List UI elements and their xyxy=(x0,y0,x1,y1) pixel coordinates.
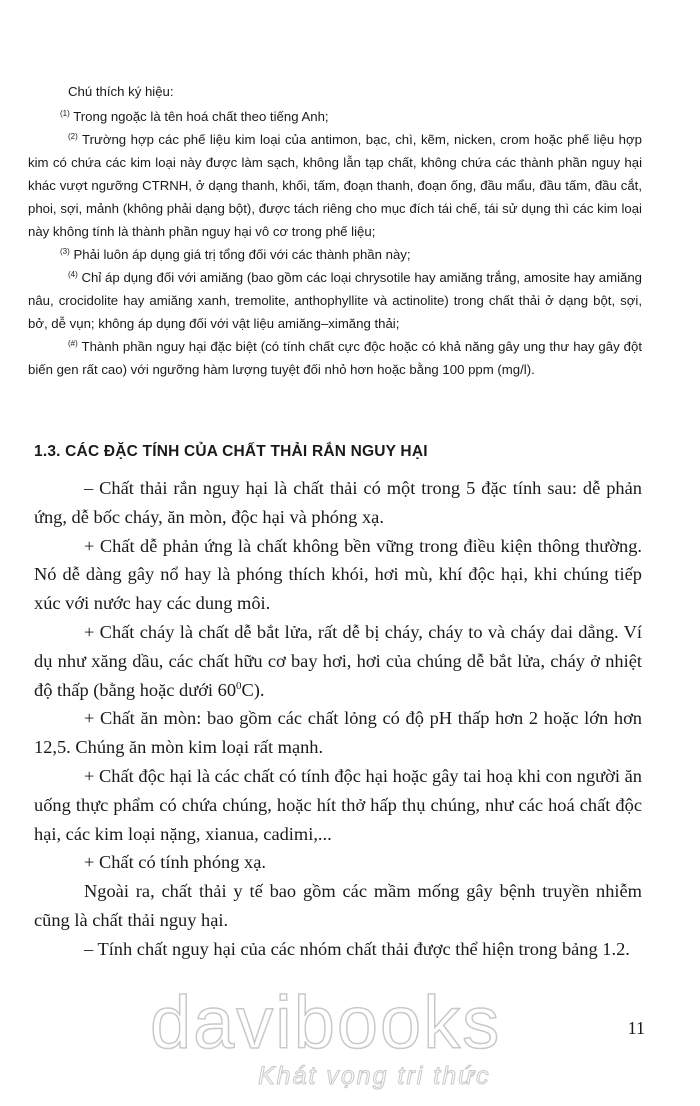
footnote-mark: (2) xyxy=(68,132,78,141)
section-heading: 1.3. CÁC ĐẶC TÍNH CỦA CHẤT THẢI RẮN NGUY HẠI xyxy=(34,443,428,460)
body-paragraph: Ngoài ra, chất thải y tế bao gồm các mầm mống gây bệnh truyền nhiễm cũng là chất thải nguy hại. xyxy=(34,881,642,930)
footnote-text: Trong ngoặc là tên hoá chất theo tiếng Anh; xyxy=(69,109,329,124)
paragraph-text: + Chất cháy là chất dễ bắt lửa, rất dễ bị cháy, cháy to và cháy dai dẳng. Ví dụ như xăng dầu, các chất hữu cơ bay hơi, hơi của chúng dễ bắt lửa, cháy ở nhiệt độ thấp (bằng hoặc dưới 60 xyxy=(34,621,642,700)
body-paragraph-flammable xyxy=(34,618,642,704)
footnotes-header: Chú thích ký hiệu: xyxy=(68,84,174,99)
footnote-text: Chỉ áp dụng đối với amiăng (bao gồm các loại chrysotile hay amiăng trắng, amosite hay amiăng nâu, crocidolite hay amiăng xanh, tremolite, anthophyllite và actinolite) trong chất thải ở dạng bột, sợi, bở, dễ vụn; không áp dụng đối với vật liệu amiăng–ximăng thải; xyxy=(28,270,642,331)
body-paragraph: + Chất độc hại là các chất có tính độc hại hoặc gây tai hoạ khi con người ăn uống thực phẩm có chứa chúng, hoặc hít thở hấp thụ chúng, như các hoá chất độc hại, các kim loại nặng, xianua, cadimi,... xyxy=(34,765,642,844)
section-body xyxy=(34,474,642,964)
footnote-mark: (#) xyxy=(68,339,78,348)
degree-superscript: 0 xyxy=(236,679,242,692)
footnote-mark: (3) xyxy=(60,247,70,256)
body-paragraph: + Chất có tính phóng xạ. xyxy=(84,852,266,873)
footnote-text: Thành phần nguy hại đặc biệt (có tính chất cực độc hoặc có khả năng gây ung thư hay gây đột biến gen rất cao) với ngưỡng hàm lượng tuyệt đối nhỏ hơn hoặc bằng 100 ppm (mg/l). xyxy=(28,339,642,377)
watermark-logo: davibooks xyxy=(150,981,502,1064)
body-paragraph: + Chất ăn mòn: bao gồm các chất lỏng có độ pH thấp hơn 2 hoặc lớn hơn 12,5. Chúng ăn mòn kim loại rất mạnh. xyxy=(34,708,642,758)
footnote-mark: (1) xyxy=(60,109,70,118)
body-paragraph: – Chất thải rắn nguy hại là chất thải có một trong 5 đặc tính sau: dễ phản ứng, dễ bốc cháy, ăn mòn, độc hại và phóng xạ. xyxy=(34,478,642,527)
footnote-3 xyxy=(28,243,642,266)
watermark-tagline: Khát vọng tri thức xyxy=(258,1062,491,1090)
body-paragraph: + Chất dễ phản ứng là chất không bền vững trong điều kiện thông thường. Nó dễ dàng gây nổ hay là phóng thích khói, hơi mù, khí độc hại, khi chúng tiếp xúc với nước hay các dung môi. xyxy=(34,535,642,614)
footnotes xyxy=(28,80,642,381)
footnote-1 xyxy=(28,105,642,128)
footnote-text: Trường hợp các phế liệu kim loại của antimon, bạc, chì, kẽm, nicken, crom hoặc phế liệu hợp kim có chứa các kim loại này được làm sạch, không lẫn tạp chất, không chứa các thành phần nguy hại khác vượt ngưỡng CTRNH, ở dạng thanh, khối, tấm, đoạn thanh, đoạn ống, đầu mẩu, đầu tấm, đầu cắt, phoi, sợi, mảnh (không phải dạng bột), được tách riêng cho mục đích tái chế, tái sử dụng thì các kim loại này không tính là thành phần nguy hại vô cơ trong phế liệu; xyxy=(28,132,642,239)
page-number: 11 xyxy=(627,1018,645,1038)
footnote-5 xyxy=(28,335,642,381)
paragraph-text: C). xyxy=(241,679,265,700)
body-paragraph: – Tính chất nguy hại của các nhóm chất thải được thể hiện trong bảng 1.2. xyxy=(84,938,630,959)
footnote-2 xyxy=(28,128,642,243)
footnote-text: Phải luôn áp dụng giá trị tổng đối với các thành phần này; xyxy=(69,247,411,262)
footnote-mark: (4) xyxy=(68,270,78,279)
footnote-4 xyxy=(28,266,642,335)
